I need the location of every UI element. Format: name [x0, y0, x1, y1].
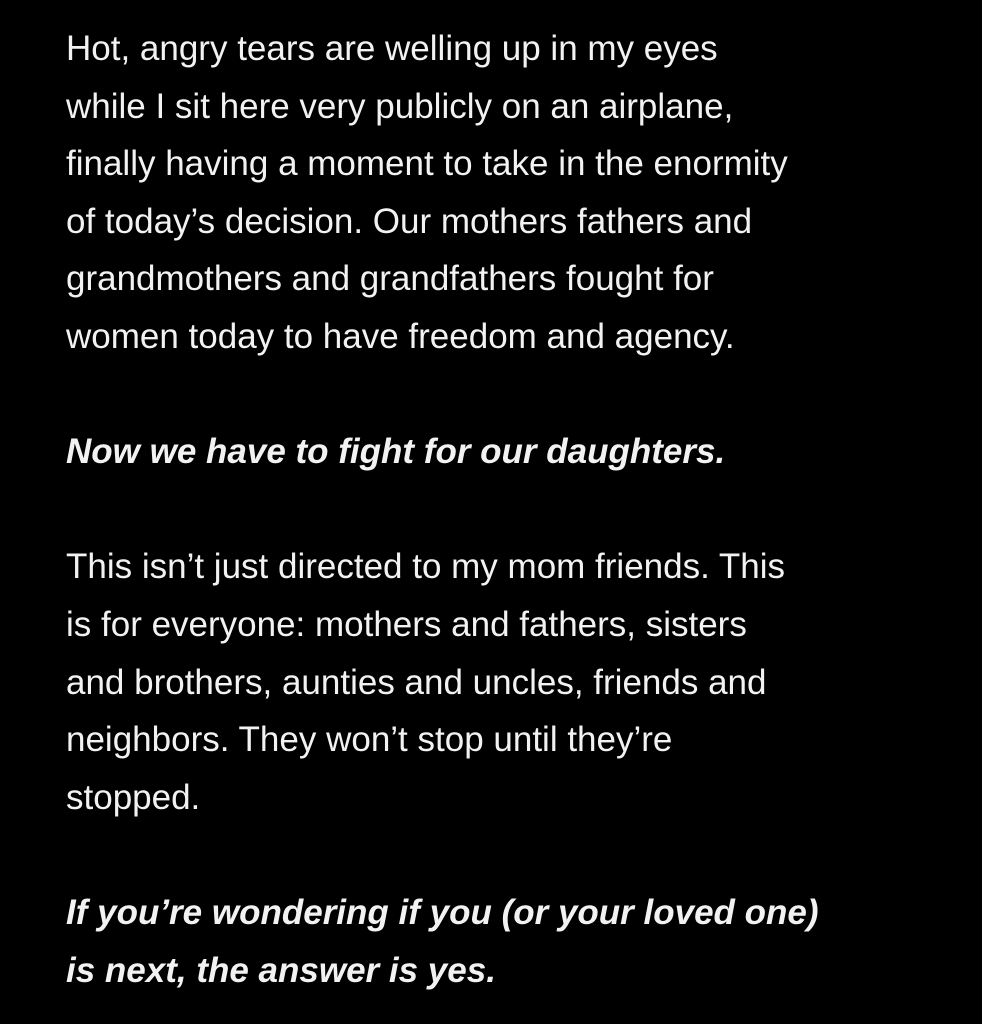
text-line: women today to have freedom and agency.: [66, 316, 735, 356]
text-line: while I sit here very publicly on an airplane,: [66, 86, 734, 126]
text-line: is for everyone: mothers and fathers, sisters: [66, 604, 747, 644]
emphasis-line: If you’re wondering if you (or your loved one): [66, 892, 819, 932]
emphasis-line: Now we have to fight for our daughters.: [66, 432, 726, 472]
text-line: grandmothers and grandfathers fought for: [66, 259, 714, 299]
note-body: [66, 20, 966, 999]
text-line: and brothers, aunties and uncles, friends and: [66, 662, 767, 702]
text-line: of today’s decision. Our mothers fathers and: [66, 201, 753, 241]
emphasis-paragraph: [66, 423, 966, 481]
emphasis-line: is next, the answer is yes.: [66, 950, 496, 990]
text-line: Hot, angry tears are welling up in my eyes: [66, 29, 718, 68]
text-line: This isn’t just directed to my mom friends. This: [66, 547, 786, 587]
text-line: finally having a moment to take in the enormity: [66, 144, 788, 184]
paragraph-spacer: [66, 481, 966, 539]
paragraph-spacer: [66, 826, 966, 884]
emphasis-paragraph: [66, 884, 966, 999]
paragraph: [66, 20, 966, 366]
paragraph: [66, 538, 966, 826]
paragraph-spacer: [66, 366, 966, 424]
text-line: neighbors. They won’t stop until they’re: [66, 720, 673, 760]
text-line: stopped.: [66, 777, 201, 817]
